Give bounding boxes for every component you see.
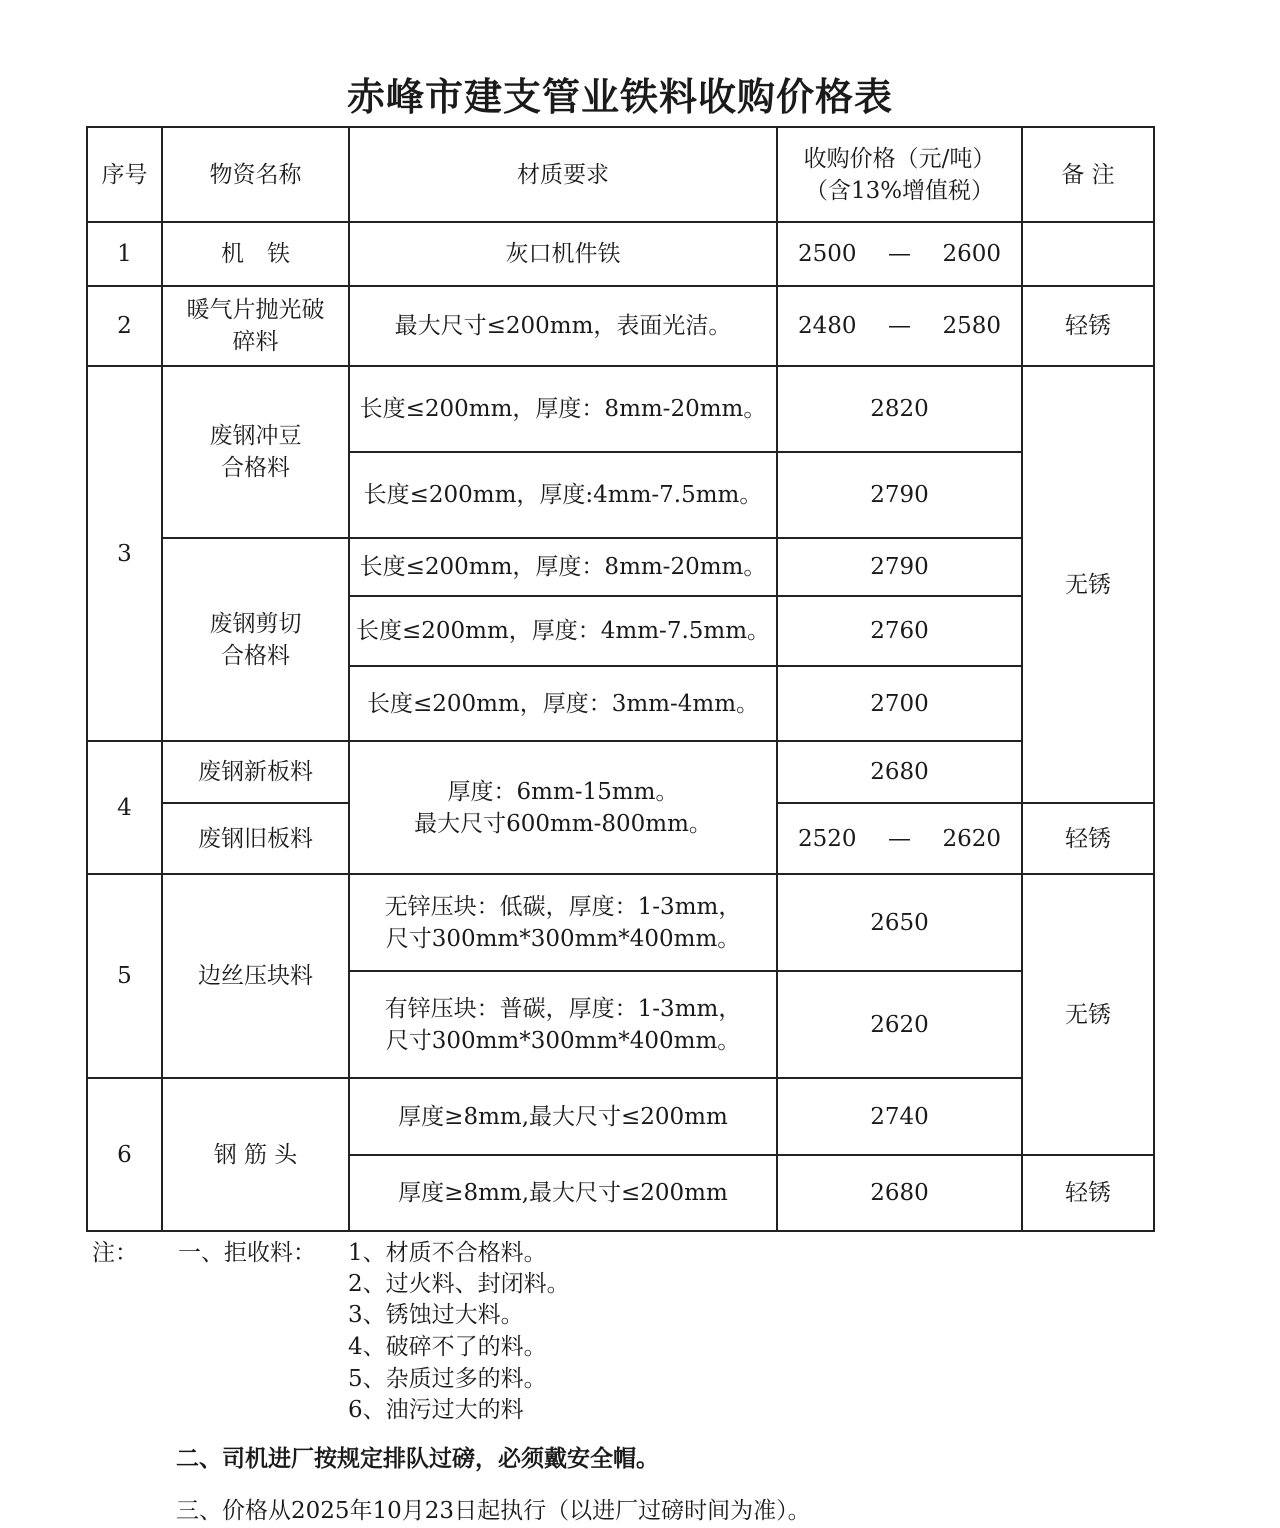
price-high: 2600	[942, 241, 1001, 267]
reject-item: 1、材质不合格料。	[348, 1240, 547, 1266]
notes-section2: 二、司机进厂按规定排队过磅，必须戴安全帽。	[176, 1446, 659, 1472]
row-spec-line1: 有锌压块：普碳，厚度：1-3mm，	[384, 995, 742, 1022]
notes-label: 注：	[92, 1240, 138, 1266]
price-low: 2520	[798, 825, 857, 852]
row-price: 2790	[777, 538, 1022, 596]
row-spec: 长度≤200mm，厚度：8mm-20mm。	[349, 366, 777, 452]
reject-item: 2、过火料、封闭料。	[348, 1271, 570, 1297]
header-price-line1: 收购价格（元/吨）	[803, 145, 996, 172]
row-remark	[1022, 222, 1154, 286]
row-remark: 轻锈	[1022, 286, 1154, 366]
row-seq: 1	[87, 222, 162, 286]
row-spec-line2: 尺寸300mm*300mm*400mm。	[385, 925, 741, 952]
header-seq: 序号	[87, 127, 162, 222]
row-price	[777, 222, 1022, 286]
row-spec: 最大尺寸≤200mm，表面光洁。	[349, 286, 777, 366]
price-dash: —	[888, 241, 911, 267]
price-dash: —	[888, 313, 911, 339]
row-spec: 长度≤200mm，厚度：3mm-4mm。	[349, 666, 777, 741]
row-name-line2: 合格料	[221, 455, 290, 481]
row-spec: 长度≤200mm，厚度:4mm-7.5mm。	[349, 452, 777, 538]
row-name-line1: 废钢剪切	[209, 610, 302, 637]
row-price: 2650	[777, 874, 1022, 971]
row-price: 2680	[777, 741, 1022, 803]
table-row	[87, 286, 1154, 366]
header-price	[777, 127, 1022, 222]
row-seq: 6	[87, 1078, 162, 1231]
row-spec: 长度≤200mm，厚度：4mm-7.5mm。	[349, 596, 777, 666]
header-name: 物资名称	[162, 127, 349, 222]
row-spec: 灰口机件铁	[349, 222, 777, 286]
reject-item: 6、油污过大的料	[348, 1397, 524, 1423]
row-spec: 长度≤200mm，厚度：8mm-20mm。	[349, 538, 777, 596]
row-remark: 无锈	[1022, 366, 1154, 803]
row-spec	[349, 874, 777, 971]
page-title: 赤峰市建支管业铁料收购价格表	[346, 75, 893, 119]
row-price: 2820	[777, 366, 1022, 452]
header-price-line2: （含13%增值税）	[804, 177, 995, 204]
notes-section1-title: 一、拒收料：	[178, 1240, 316, 1266]
price-low: 2480	[798, 313, 857, 339]
price-low: 2500	[798, 241, 857, 267]
row-name-line2: 合格料	[221, 642, 290, 669]
reject-item: 3、锈蚀过大料。	[348, 1302, 524, 1328]
row-name: 钢 筋 头	[162, 1078, 349, 1231]
row-spec	[349, 971, 777, 1078]
header-spec: 材质要求	[349, 127, 777, 222]
row-name-line1: 暖气片抛光破	[186, 297, 325, 323]
table-header-row	[87, 127, 1154, 222]
row-name	[162, 366, 349, 538]
table-row	[87, 741, 1154, 803]
table-row	[87, 366, 1154, 452]
notes-section3: 三、价格从2025年10月23日起执行（以进厂过磅时间为准）。	[176, 1498, 811, 1524]
row-name: 废钢新板料	[162, 741, 349, 803]
row-price	[777, 803, 1022, 874]
price-high: 2620	[942, 825, 1001, 852]
price-table	[86, 126, 1155, 1232]
row-name: 废钢旧板料	[162, 803, 349, 874]
price-high: 2580	[942, 313, 1001, 339]
table-row	[87, 538, 1154, 596]
row-name-line1: 废钢冲豆	[209, 423, 302, 449]
table-row	[87, 222, 1154, 286]
price-dash: —	[888, 825, 911, 852]
header-remark: 备 注	[1022, 127, 1154, 222]
row-remark: 无锈	[1022, 874, 1154, 1155]
row-remark: 轻锈	[1022, 1155, 1154, 1231]
reject-item: 5、杂质过多的料。	[348, 1366, 547, 1392]
row-seq: 2	[87, 286, 162, 366]
row-remark: 轻锈	[1022, 803, 1154, 874]
row-name	[162, 286, 349, 366]
table-row	[87, 874, 1154, 971]
row-spec-line2: 尺寸300mm*300mm*400mm。	[385, 1027, 741, 1054]
row-price: 2740	[777, 1078, 1022, 1155]
row-price: 2790	[777, 452, 1022, 538]
table-row	[87, 1078, 1154, 1155]
row-name-line2: 碎料	[232, 329, 279, 355]
row-name: 边丝压块料	[162, 874, 349, 1078]
row-seq: 4	[87, 741, 162, 874]
row-name	[162, 538, 349, 741]
row-name: 机 铁	[162, 222, 349, 286]
row-price	[777, 286, 1022, 366]
row-price: 2680	[777, 1155, 1022, 1231]
row-price: 2620	[777, 971, 1022, 1078]
row-spec-line1: 无锌压块：低碳，厚度：1-3mm，	[384, 893, 742, 920]
reject-item: 4、破碎不了的料。	[348, 1334, 547, 1360]
row-spec-line2: 最大尺寸600mm-800mm。	[414, 810, 712, 837]
row-seq: 3	[87, 366, 162, 741]
row-spec	[349, 741, 777, 874]
row-spec-line1: 厚度：6mm-15mm。	[447, 778, 679, 805]
row-spec: 厚度≥8mm,最大尺寸≤200mm	[349, 1155, 777, 1231]
row-seq: 5	[87, 874, 162, 1078]
row-price: 2760	[777, 596, 1022, 666]
row-spec: 厚度≥8mm,最大尺寸≤200mm	[349, 1078, 777, 1155]
row-price: 2700	[777, 666, 1022, 741]
